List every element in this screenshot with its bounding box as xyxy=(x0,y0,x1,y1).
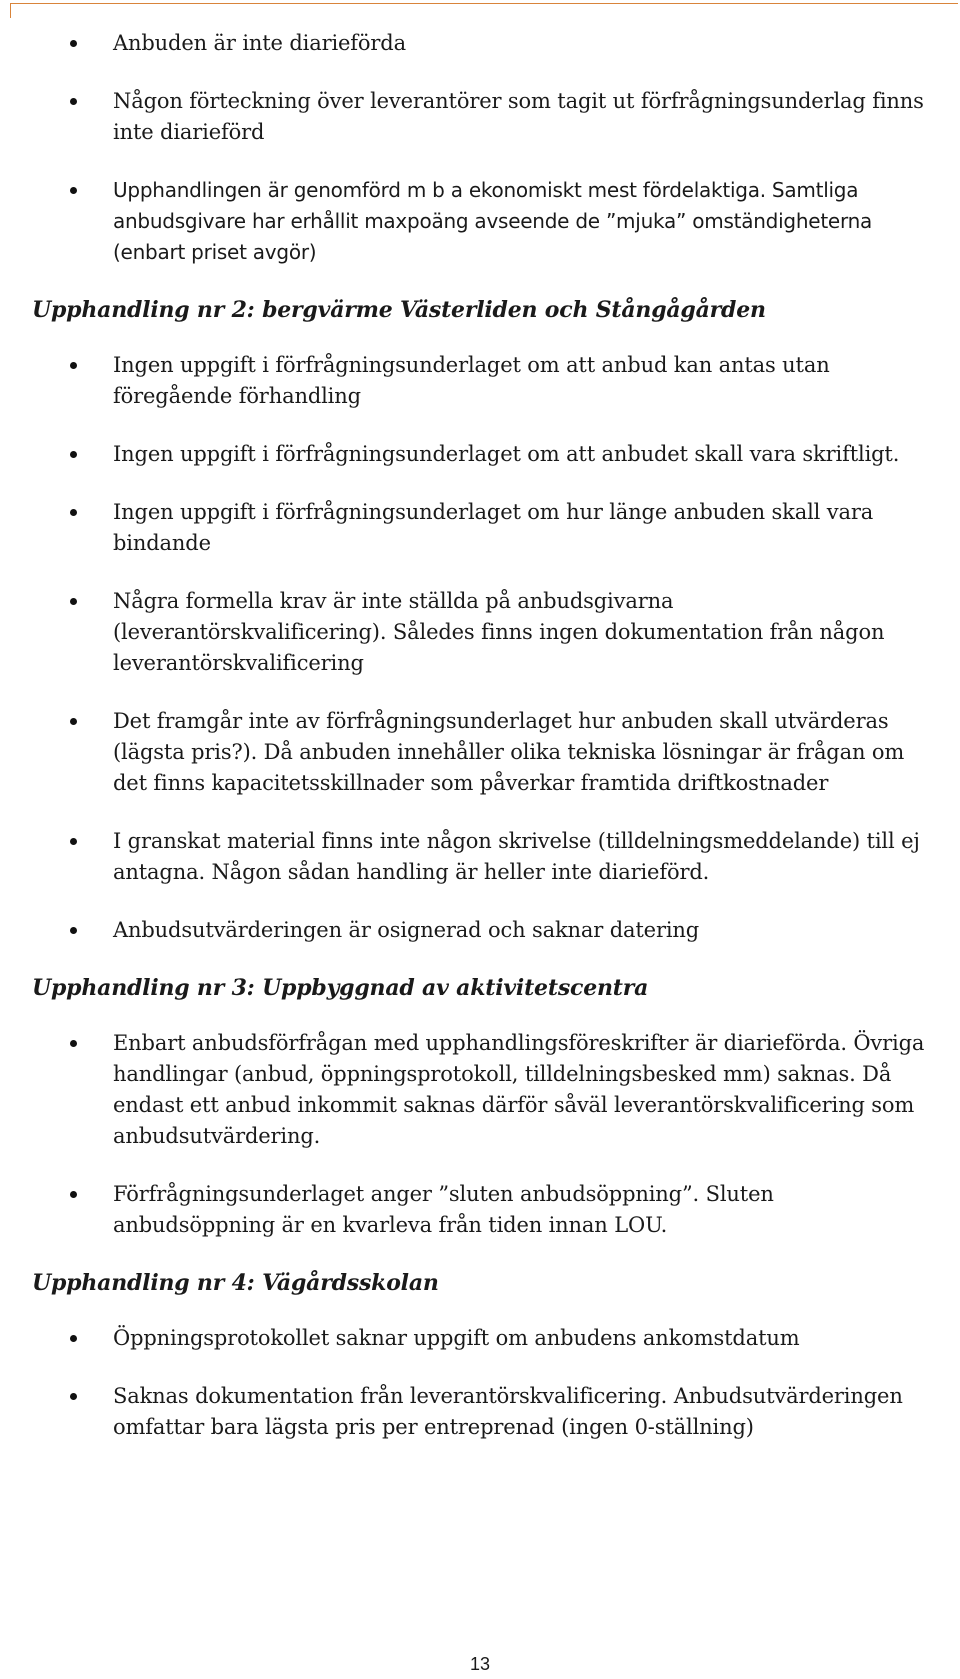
bullet-icon xyxy=(70,1040,77,1047)
list-item-text: Öppningsprotokollet saknar uppgift om anbudens ankomstdatum xyxy=(113,1326,800,1350)
header-rule-tick xyxy=(10,3,11,18)
list-item-text: Det framgår inte av förfrågningsunderlaget hur anbuden skall utvärderas (lägsta pris?). Då anbuden innehåller olika tekniska lösningar är frågan om det finns kapacitetsskillnader som påverkar framtida driftkostnader xyxy=(113,709,905,795)
list-item-text: Anbudsutvärderingen är osignerad och saknar datering xyxy=(113,918,700,942)
bullet-icon xyxy=(70,838,77,845)
bullet-icon xyxy=(70,598,77,605)
page-number: 13 xyxy=(469,1654,491,1674)
list-item xyxy=(32,497,940,559)
list-item-text: Enbart anbudsförfrågan med upphandlingsföreskrifter är diarieförda. Övriga handlingar (anbud, öppningsprotokoll, tilldelningsbesked mm) saknas. Då endast ett anbud inkommit saknas därför såväl leverantörskvalificering som anbudsutvärdering. xyxy=(113,1031,925,1148)
document-body xyxy=(32,28,940,1470)
section1-list xyxy=(32,28,940,268)
list-item xyxy=(32,915,940,946)
list-item xyxy=(32,826,940,888)
list-item-text: Upphandlingen är genomförd m b a ekonomiskt mest fördelaktiga. Samtliga anbudsgivare har erhållit maxpoäng avseende de ”mjuka” omständigheterna (enbart priset avgör) xyxy=(113,178,873,264)
bullet-icon xyxy=(70,40,77,47)
section-heading: Upphandling nr 2: bergvärme Västerliden och Stångågården xyxy=(32,297,766,323)
list-item xyxy=(32,1028,940,1152)
list-item xyxy=(32,1323,940,1354)
section-heading: Upphandling nr 3: Uppbyggnad av aktivitetscentra xyxy=(32,975,649,1001)
bullet-icon xyxy=(70,1191,77,1198)
bullet-icon xyxy=(70,927,77,934)
list-item xyxy=(32,1179,940,1241)
list-item xyxy=(32,586,940,679)
section3-list xyxy=(32,1028,940,1241)
bullet-icon xyxy=(70,718,77,725)
bullet-icon xyxy=(70,362,77,369)
bullet-icon xyxy=(70,1393,77,1400)
section4-list xyxy=(32,1323,940,1443)
header-rule xyxy=(10,3,958,4)
list-item xyxy=(32,86,940,148)
list-item-text: I granskat material finns inte någon skrivelse (tilldelningsmeddelande) till ej antagna. Någon sådan handling är heller inte diarieförd. xyxy=(113,829,920,884)
list-item-text: Någon förteckning över leverantörer som tagit ut förfrågningsunderlag finns inte diarieförd xyxy=(113,89,924,144)
list-item-text: Några formella krav är inte ställda på anbudsgivarna (leverantörskvalificering). Således finns ingen dokumentation från någon leverantörskvalificering xyxy=(113,589,885,675)
bullet-icon xyxy=(70,1335,77,1342)
list-item-text: Ingen uppgift i förfrågningsunderlaget om att anbudet skall vara skriftligt. xyxy=(113,442,900,466)
bullet-icon xyxy=(70,509,77,516)
section-heading: Upphandling nr 4: Vägårdsskolan xyxy=(32,1270,439,1296)
list-item-text: Anbuden är inte diarieförda xyxy=(113,31,406,55)
list-item xyxy=(32,175,940,268)
bullet-icon xyxy=(70,451,77,458)
list-item-text: Förfrågningsunderlaget anger ”sluten anbudsöppning”. Sluten anbudsöppning är en kvarleva från tiden innan LOU. xyxy=(113,1182,774,1237)
list-item xyxy=(32,350,940,412)
list-item xyxy=(32,706,940,799)
bullet-icon xyxy=(70,98,77,105)
section2-list xyxy=(32,350,940,946)
list-item xyxy=(32,28,940,59)
list-item xyxy=(32,439,940,470)
list-item-text: Saknas dokumentation från leverantörskvalificering. Anbudsutvärderingen omfattar bara lägsta pris per entreprenad (ingen 0-ställning) xyxy=(113,1384,903,1439)
list-item-text: Ingen uppgift i förfrågningsunderlaget om att anbud kan antas utan föregående förhandling xyxy=(113,353,830,408)
list-item-text: Ingen uppgift i förfrågningsunderlaget om hur länge anbuden skall vara bindande xyxy=(113,500,874,555)
bullet-icon xyxy=(70,187,77,194)
list-item xyxy=(32,1381,940,1443)
